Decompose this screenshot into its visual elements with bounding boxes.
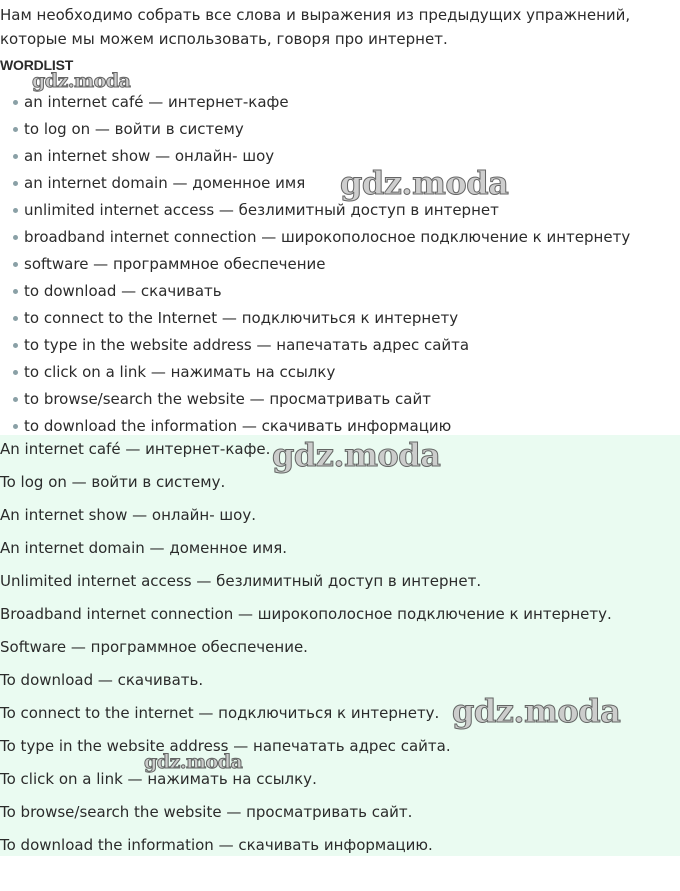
answer-line: An internet show — онлайн- шоу.	[0, 506, 256, 524]
bullet-icon	[13, 181, 18, 186]
watermark-logo: gdz.moda	[272, 436, 441, 474]
wordlist-heading: WORDLIST	[0, 57, 74, 73]
list-item-text: to click on a link — нажимать на ссылку	[24, 363, 336, 381]
bullet-icon	[13, 370, 18, 375]
answer-line: To click on a link — нажимать на ссылку.	[0, 770, 317, 788]
list-item-text: an internet café — интернет-кафе	[24, 93, 289, 111]
list-item-text: software — программное обеспечение	[24, 255, 326, 273]
answer-line: To log on — войти в систему.	[0, 473, 226, 491]
answer-line: An internet café — интернет-кафе.	[0, 440, 271, 458]
list-item	[0, 360, 680, 387]
bullet-icon	[13, 100, 18, 105]
list-item	[0, 117, 680, 144]
watermark-logo: gdz.moda	[452, 692, 621, 730]
answer-line: To download the information — скачивать информацию.	[0, 836, 433, 854]
bullet-icon	[13, 235, 18, 240]
list-item	[0, 90, 680, 117]
watermark-logo: gdz.moda	[340, 164, 509, 202]
list-item	[0, 279, 680, 306]
list-item-text: to log on — войти в систему	[24, 120, 244, 138]
list-item	[0, 387, 680, 414]
bullet-icon	[13, 127, 18, 132]
bullet-icon	[13, 397, 18, 402]
list-item-text: broadband internet connection — широкополосное подключение к интернету	[24, 228, 631, 246]
bullet-icon	[13, 154, 18, 159]
answer-line: To download — скачивать.	[0, 671, 204, 689]
bullet-icon	[13, 262, 18, 267]
watermark-logo: gdz.moda	[144, 751, 243, 773]
bullet-icon	[13, 316, 18, 321]
list-item	[0, 333, 680, 360]
list-item-text: to download the information — скачивать информацию	[24, 417, 452, 435]
answer-line: To connect to the internet — подключиться к интернету.	[0, 704, 440, 722]
bullet-icon	[13, 424, 18, 429]
list-item-text: to type in the website address — напечатать адрес сайта	[24, 336, 470, 354]
list-item-text: unlimited internet access — безлимитный доступ в интернет	[24, 201, 499, 219]
answer-line: To browse/search the website — просматривать сайт.	[0, 803, 413, 821]
answer-line: An internet domain — доменное имя.	[0, 539, 288, 557]
answer-block	[0, 435, 680, 856]
list-item-text: to download — скачивать	[24, 282, 222, 300]
list-item-text: an internet domain — доменное имя	[24, 174, 306, 192]
answer-line: Software — программное обеспечение.	[0, 638, 308, 656]
answer-line: Broadband internet connection — широкополосное подключение к интернету.	[0, 605, 612, 623]
intro-text: Нам необходимо собрать все слова и выражения из предыдущих упражнений, которые мы можем использовать, говоря про интернет.	[0, 6, 631, 48]
answer-line: Unlimited internet access — безлимитный доступ в интернет.	[0, 572, 482, 590]
list-item-text: to connect to the Internet — подключиться к интернету	[24, 309, 459, 327]
answer-line: To type in the website address — напечатать адрес сайта.	[0, 737, 451, 755]
bullet-icon	[13, 289, 18, 294]
bullet-icon	[13, 343, 18, 348]
bullet-icon	[13, 208, 18, 213]
list-item	[0, 198, 680, 225]
watermark-logo: gdz.moda	[32, 70, 131, 92]
list-item	[0, 252, 680, 279]
list-item	[0, 306, 680, 333]
list-item-text: an internet show — онлайн- шоу	[24, 147, 275, 165]
list-item	[0, 225, 680, 252]
wordlist	[0, 90, 680, 441]
list-item-text: to browse/search the website — просматривать сайт	[24, 390, 431, 408]
